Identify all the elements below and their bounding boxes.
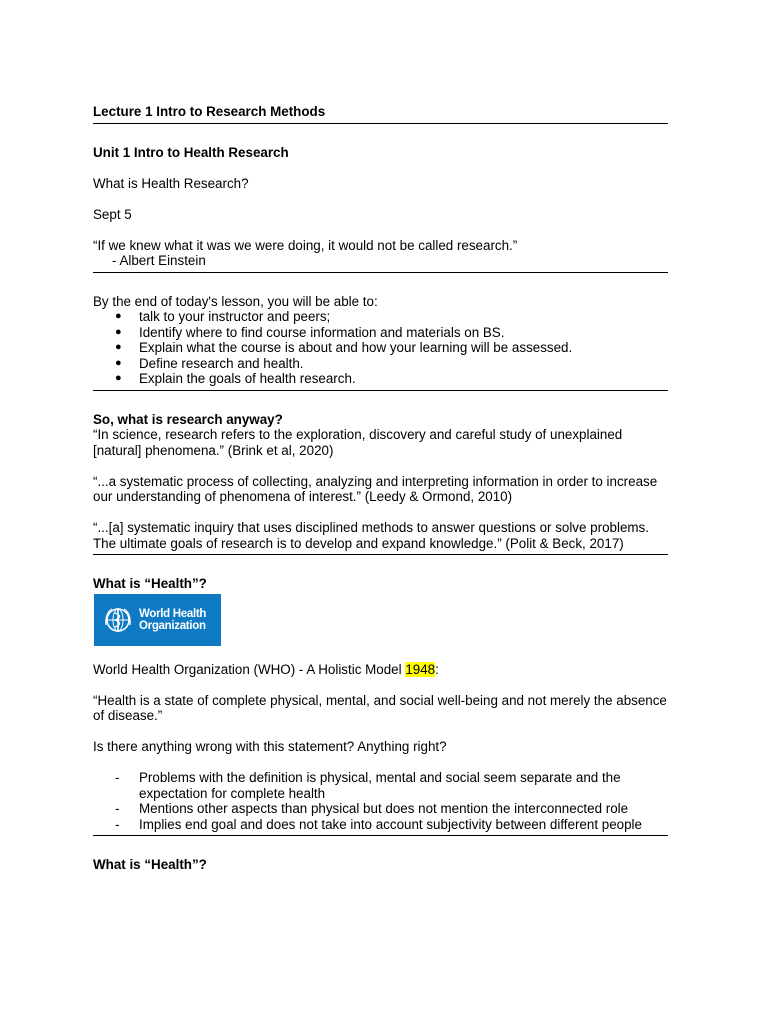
bullet-icon: ● [115,325,122,338]
einstein-quote: “If we knew what it was we were doing, it would not be called research.” [93,237,518,253]
quote-author: - Albert Einstein [112,253,206,268]
bullet-icon: ● [115,356,122,369]
highlighted-year: 1948 [405,661,436,677]
research-definition-2: “...a systematic process of collecting, analyzing and interpreting information in order to increase our understanding of phenomena of interest.” (Leedy & Ormond, 2010) [93,473,661,504]
who-emblem-icon [103,605,133,635]
research-definition-1: “In science, research refers to the exploration, discovery and careful study of unexplained [natural] phenomena.” (Brink et al, 2020) [93,427,626,458]
objectives-list [93,309,671,387]
bullet-icon: ● [115,310,122,322]
objectives-intro: By the end of today's lesson, you will be able to: [93,293,378,309]
who-health-definition: “Health is a state of complete physical, mental, and social well-being and not merely the absence of disease.” [93,692,671,723]
list-item: ● talk to your instructor and peers; [115,309,331,324]
discussion-points [93,770,671,832]
section-question: What is Health Research? [93,175,249,191]
list-item: - Problems with the definition is physical, mental and social seem separate and the expectation for complete health [115,770,621,801]
list-item: ● Explain the goals of health research. [115,371,356,386]
list-item: - Mentions other aspects than physical but does not mention the interconnected role [115,801,629,816]
bullet-icon: ● [115,372,122,384]
research-definition-3: “...[a] systematic inquiry that uses disciplined methods to answer questions or solve problems. The ultimate goals of research is to develop and expand knowledge.” (Polit & Beck, 2017) [93,520,653,551]
dash-icon: - [115,770,120,785]
research-heading: So, what is research anyway? [93,411,283,427]
list-item: - Implies end goal and does not take into account subjectivity between different people [115,816,642,832]
list-item: ● Explain what the course is about and how your learning will be assessed. [115,340,573,355]
lecture-title: Lecture 1 Intro to Research Methods [93,104,326,119]
who-logo-text: World Health Organization [139,607,207,632]
health-heading: What is “Health”? [93,576,207,591]
who-logo [94,594,221,646]
document-page [93,104,671,873]
dash-icon: - [115,816,120,832]
next-heading: What is “Health”? [93,857,207,872]
discussion-prompt: Is there anything wrong with this statement? Anything right? [93,739,447,754]
who-model-line: World Health Organization (WHO) - A Holistic Model 1948: [93,661,439,677]
bullet-icon: ● [115,341,122,353]
lecture-date: Sept 5 [93,206,132,222]
list-item: ● Define research and health. [115,355,304,371]
list-item: ● Identify where to find course information and materials on BS. [115,324,505,340]
unit-title: Unit 1 Intro to Health Research [93,144,289,160]
dash-icon: - [115,801,120,816]
